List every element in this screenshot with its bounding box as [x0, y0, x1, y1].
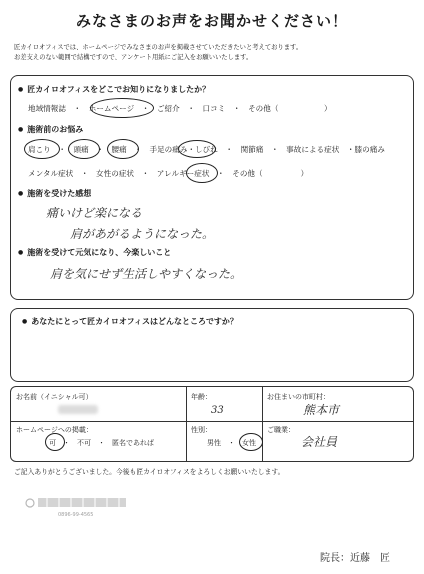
name-label: お名前（イニシャル可）: [16, 393, 93, 401]
gender-options: 男性 ・ 女性: [207, 439, 256, 447]
gender-label: 性別：: [191, 426, 212, 434]
circle-backpain: [107, 139, 139, 159]
answer-enjoyment: 肩を気にせず生活しやすくなった。: [50, 267, 243, 281]
age-value: 33: [211, 405, 224, 416]
question-enjoyment: ● 施術を受けて元気になり、今楽しいこと: [18, 247, 171, 258]
city-label: お住まいの市町村：: [267, 393, 330, 401]
question-how-found: ● 匠カイロオフィスをどこでお知りになりましたか？: [18, 84, 210, 95]
circle-limb-pain: [178, 140, 216, 158]
hp-options: 可 ・ 不可 ・ 匿名であれば: [49, 439, 154, 447]
age-label: 年齢：: [191, 393, 212, 401]
thanks-text: ご記入ありがとうございました。今後も匠カイロオフィスをよろしくお願いいたします。: [14, 468, 285, 476]
hp-label: ホームページへの掲載：: [16, 426, 93, 434]
job-value: 会社員: [301, 435, 338, 449]
circle-shoulder: [24, 139, 60, 159]
city-value: 熊本市: [303, 403, 340, 417]
circle-headache: [68, 139, 100, 159]
answer-impression-1: 痛いけど楽になる: [46, 206, 143, 220]
info-grid: [10, 386, 414, 462]
circle-homepage: [90, 98, 154, 118]
intro-line-1: 匠カイロオフィスでは、ホームページでみなさまのお声を掲載させていただきたいと考えております。: [14, 44, 303, 51]
intro-line-2: お差支えのない範囲で結構ですので、アンケート用紙にご記入をお願いいたします。: [14, 54, 253, 61]
options-concerns-1: 肩こり ・ 頭痛 ・ 腰痛 ・ 手足の痛み・しびれ ・ 関節痛 ・ 事故による症状 ・膝の痛み: [28, 145, 385, 154]
clinic-stamp-icon: [25, 496, 129, 512]
answer-impression-2: 肩があがるようになった。: [70, 227, 215, 241]
question-what-place: ● あなたにとって匠カイロオフィスはどんなところですか？: [22, 316, 238, 327]
question-impression: ● 施術を受けた感想: [18, 188, 91, 199]
page-title: みなさまのお声をお聞かせください！: [75, 12, 348, 30]
options-concerns-2: メンタル症状 ・ 女性の症状 ・ アレルギー症状 ・ その他（ ）: [28, 169, 309, 178]
director-name: 院長：近藤 匠: [320, 553, 390, 564]
circle-female: [239, 433, 263, 451]
circle-allergy: [186, 163, 218, 183]
job-label: ご職業：: [267, 426, 295, 434]
options-how-found: 地域情報誌 ・ ホームページ ・ ご紹介 ・ 口コミ ・ その他（ ）: [28, 104, 332, 113]
redacted-name: [58, 405, 98, 414]
stamp-phone: 0896-99-4565: [58, 512, 94, 518]
question-concerns: ● 施術前のお悩み: [18, 124, 83, 135]
circle-hp-ok: [45, 433, 65, 451]
